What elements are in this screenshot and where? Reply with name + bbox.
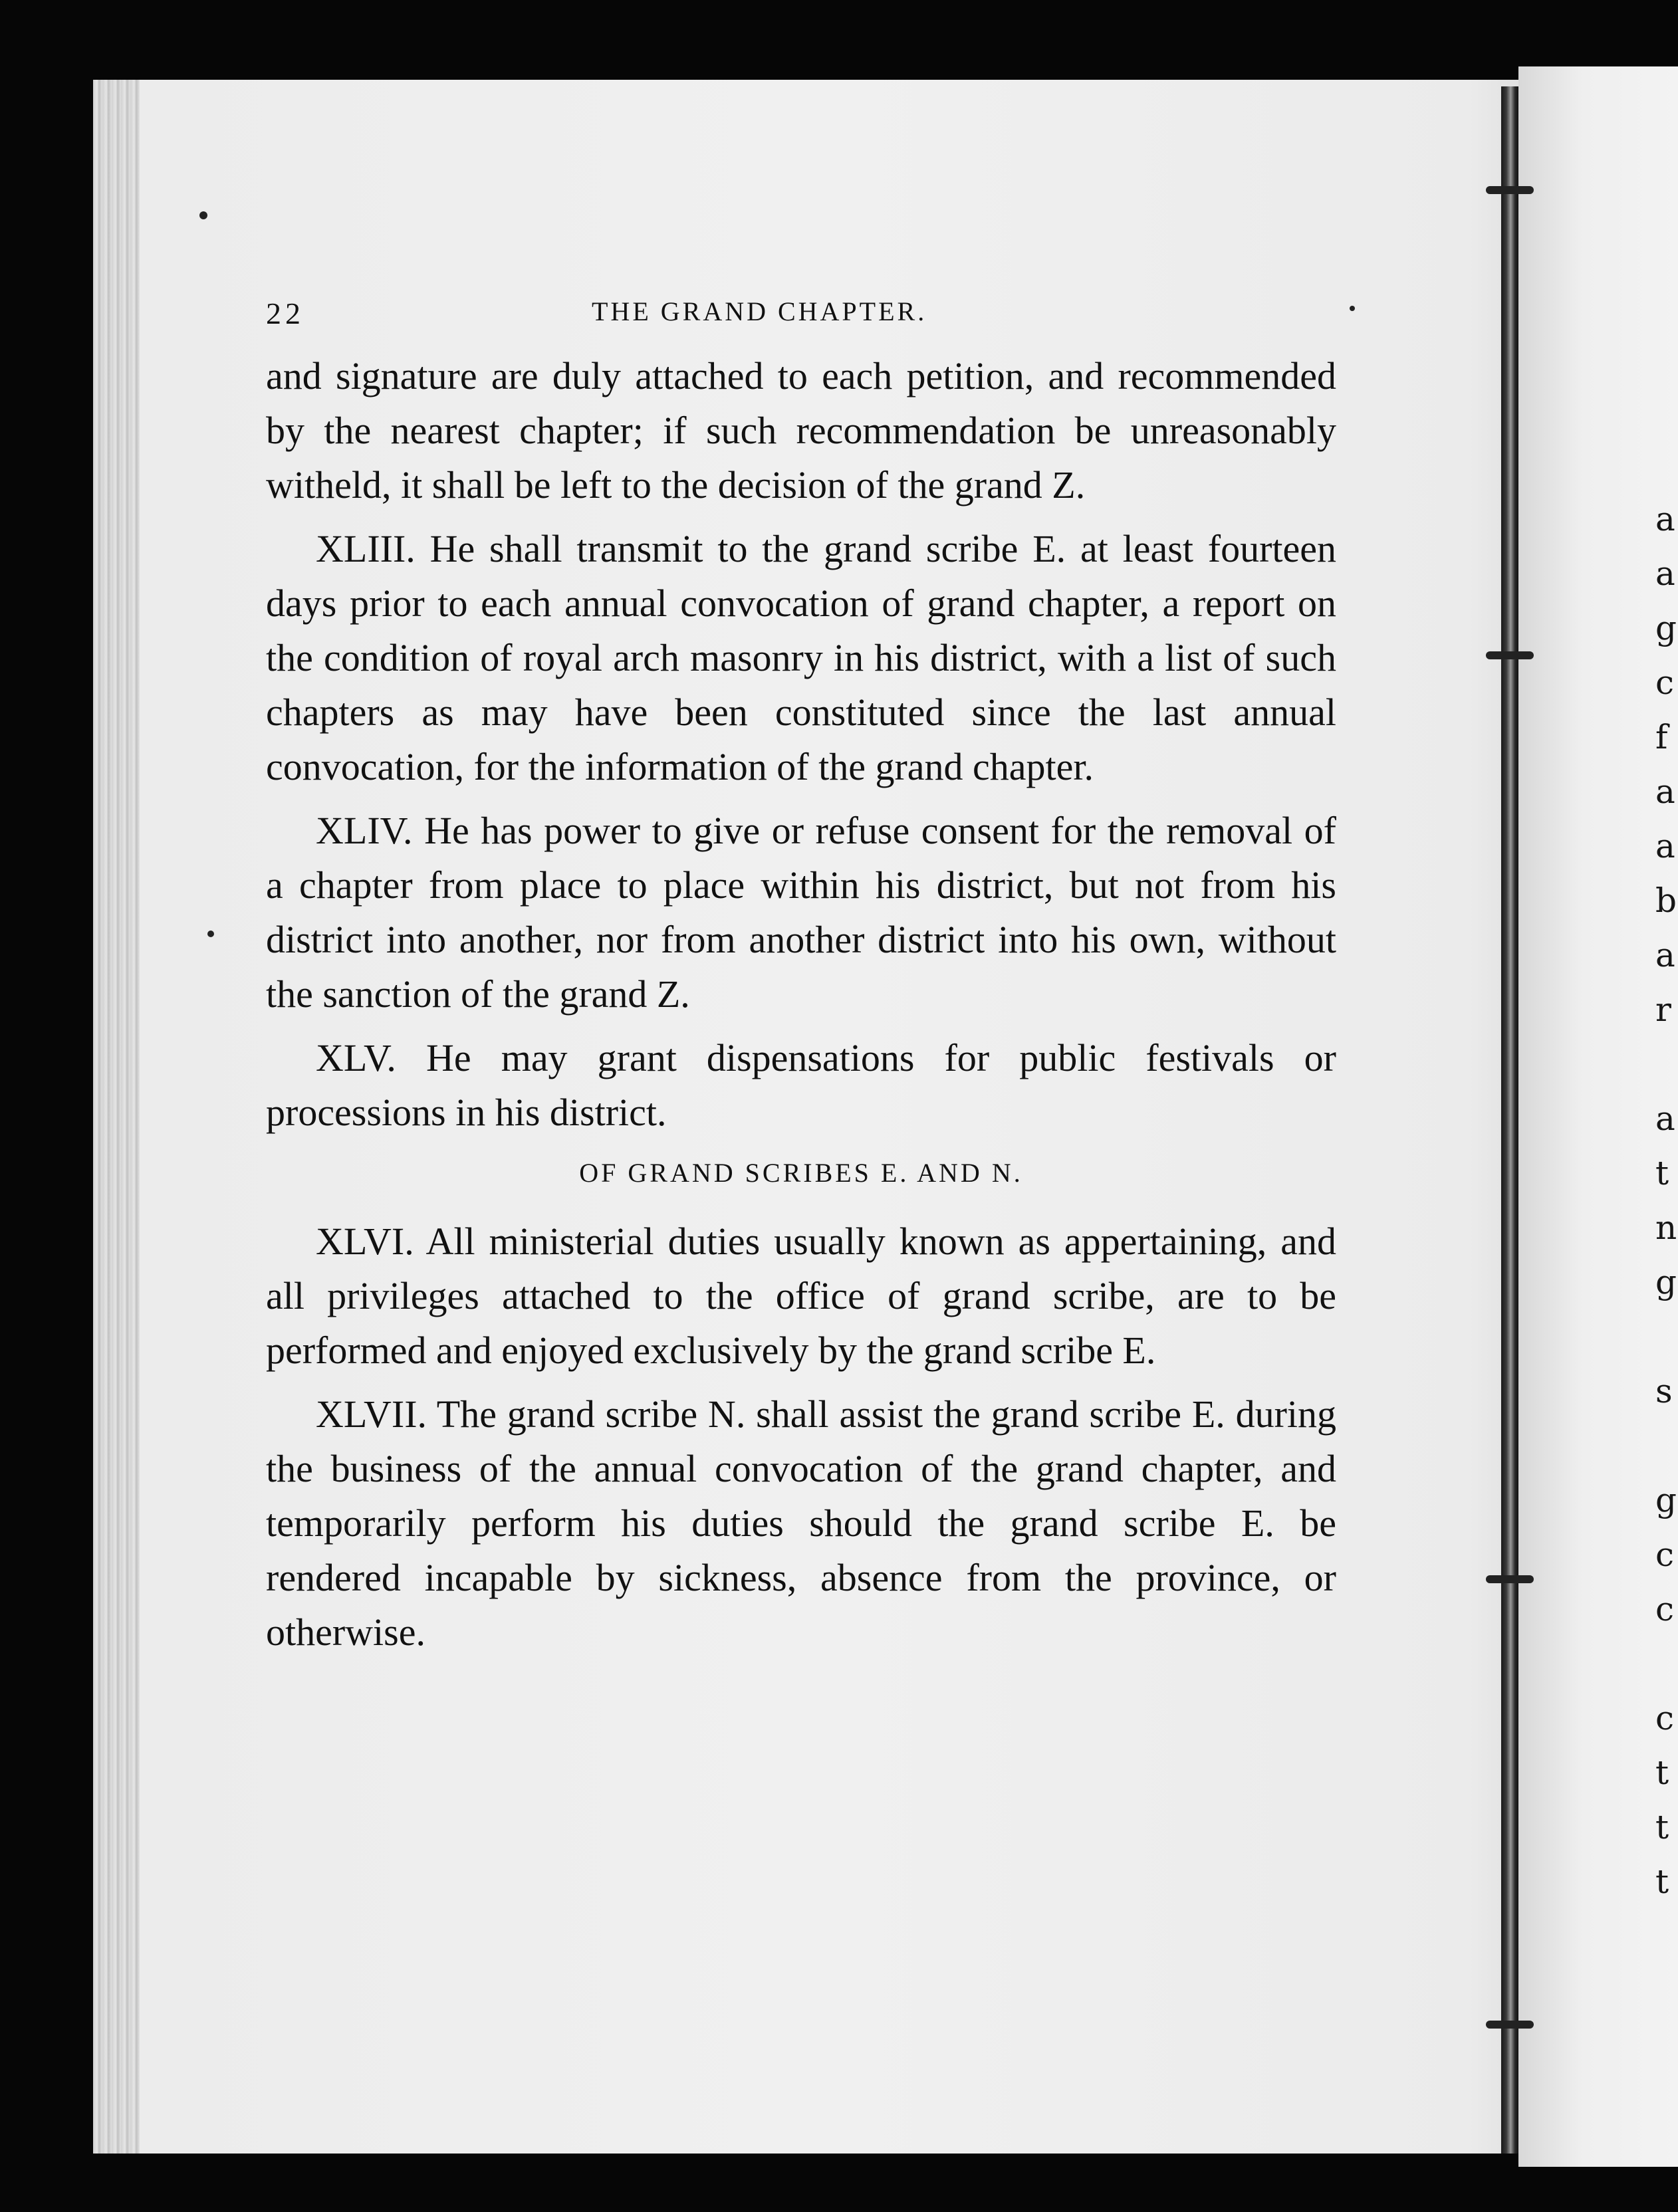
right-page-letter: t [1655, 1753, 1669, 1792]
right-page-letter: b [1655, 881, 1677, 920]
binding-stitch [1486, 2021, 1534, 2029]
binding-stitch [1486, 186, 1534, 194]
right-page-letter [1655, 1418, 1677, 1473]
right-page-letter: a [1655, 772, 1675, 811]
page-header [266, 296, 1336, 349]
right-page-letter: c [1655, 1535, 1675, 1574]
right-page-letter: a [1655, 554, 1675, 593]
right-page-letter: c [1655, 663, 1675, 702]
paragraph-xliv: XLIV. He has power to give or refuse consent for the removal of a chapter from place to place within his district, but not from his district into another, nor from another district into his own, without the sanction of the grand Z. [266, 809, 1336, 1016]
page-number: 22 [266, 296, 304, 330]
right-page-letter: g [1655, 1481, 1677, 1519]
section-heading: OF GRAND SCRIBES E. AND N. [579, 1158, 1023, 1188]
paragraph-xlv: XLV. He may grant dispensations for public festivals or processions in his district. [266, 1036, 1336, 1134]
right-page-letter: c [1655, 1590, 1675, 1628]
binding-gutter [1501, 86, 1518, 2154]
right-page-sliver [1518, 66, 1678, 2167]
running-title: THE GRAND CHAPTER. [592, 296, 927, 326]
right-page-letter: t [1655, 1862, 1669, 1901]
paragraph-continued: and signature are duly attached to each petition, and recommended by the nearest chapter; if such recommendation be unreasonably witheld, it shall be left to the decision of the grand Z. [266, 354, 1336, 506]
paragraph-xliii: XLIII. He shall transmit to the grand scribe E. at least fourteen days prior to each annual convocation of grand chapter, a report on the condition of royal arch masonry in his district, with a list of such chapters as may have been constituted since the last annual convocation, for the information of the grand chapter. [266, 527, 1336, 788]
right-page-letter: g [1655, 1263, 1677, 1301]
page-edge-stack [93, 80, 140, 2154]
right-page-letter: a [1655, 500, 1675, 538]
ink-speck [1350, 306, 1355, 311]
binding-stitch [1486, 1575, 1534, 1583]
right-page-letter: s [1655, 1372, 1673, 1410]
right-page-letter: c [1655, 1699, 1675, 1737]
right-page-letter: f [1655, 718, 1668, 756]
right-page-letter [1655, 1636, 1677, 1691]
right-page-letter: g [1655, 609, 1677, 647]
page-text-block [266, 296, 1336, 1669]
ink-speck [199, 211, 207, 219]
binding-stitch [1486, 651, 1534, 659]
right-page-letter: a [1655, 936, 1675, 974]
right-page-letter: t [1655, 1808, 1669, 1846]
right-page-letter: a [1655, 1099, 1675, 1138]
right-page-letter: r [1655, 990, 1671, 1029]
right-page-letter: a [1655, 827, 1675, 865]
right-page-letter: n [1655, 1208, 1677, 1247]
ink-speck [207, 931, 214, 937]
paragraph-xlvii: XLVII. The grand scribe N. shall assist the grand scribe E. during the business of the annual convocation of the grand chapter, and temporarily perform his duties should the grand scribe E. be rendered incapable by sickness, absence from the province, or otherwise. [266, 1392, 1336, 1654]
right-page-line-starts [1655, 492, 1677, 1909]
paragraph-xlvi: XLVI. All ministerial duties usually known as appertaining, and all privileges attached to the office of grand scribe, are to be performed and enjoyed exclusively by the grand scribe E. [266, 1220, 1336, 1372]
right-page-letter [1655, 1309, 1677, 1364]
right-page-letter: t [1655, 1154, 1669, 1192]
right-page-letter [1655, 1037, 1677, 1091]
